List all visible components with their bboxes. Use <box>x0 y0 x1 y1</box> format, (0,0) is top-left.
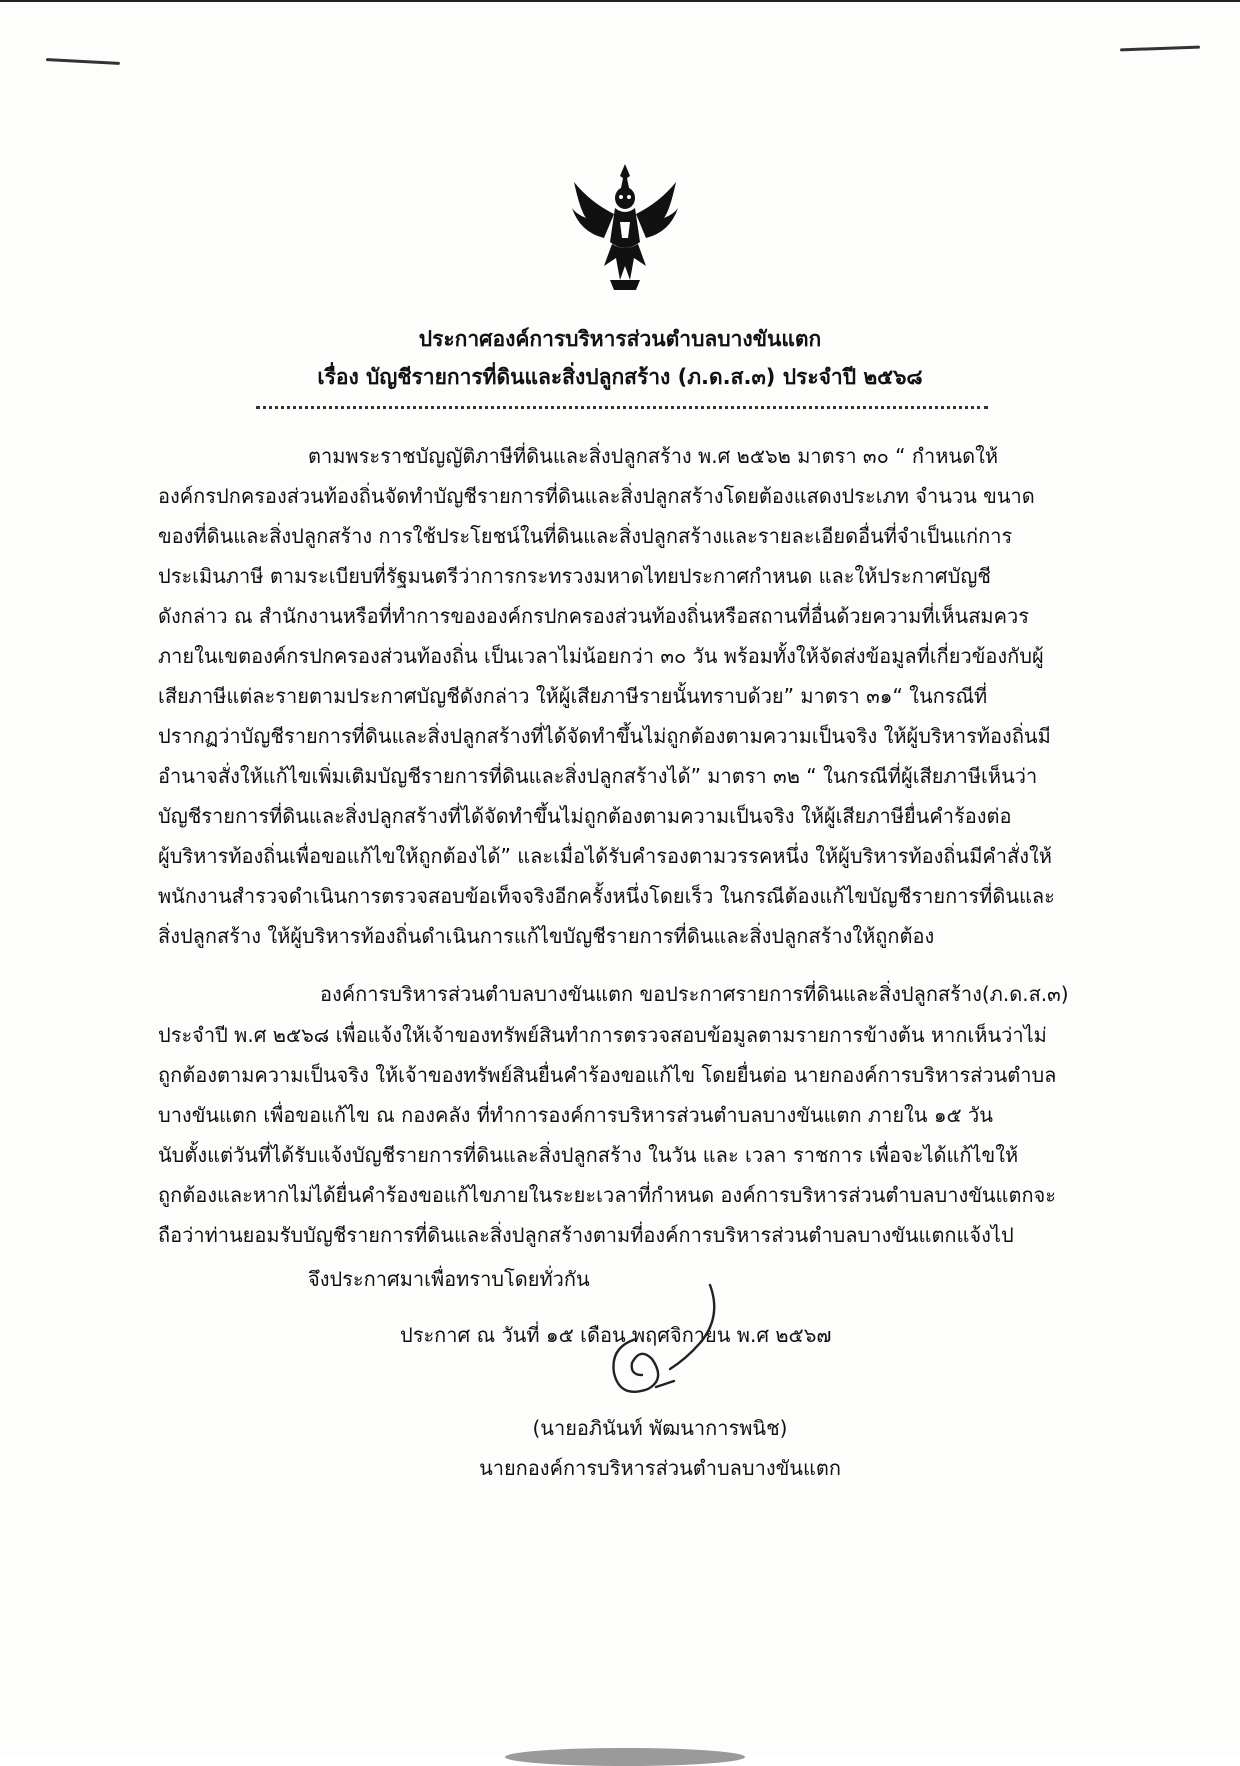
heading-subject: เรื่อง บัญชีรายการที่ดินและสิ่งปลูกสร้าง (ภ.ด.ส.๓) ประจำปี ๒๕๖๘ <box>317 365 923 389</box>
paragraph-1-line: องค์กรปกครองส่วนท้องถิ่นจัดทำบัญชีรายการที่ดินและสิ่งปลูกสร้างโดยต้องแสดงประเภท จำนวน ขนาด <box>158 484 1035 508</box>
paragraph-1-line: อำนาจสั่งให้แก้ไขเพิ่มเติมบัญชีรายการที่ดินและสิ่งปลูกสร้างได้” มาตรา ๓๒ “ ในกรณีที่ผู้เสียภาษีเห็นว่า <box>158 764 1038 788</box>
paragraph-2-line: องค์การบริหารส่วนตำบลบางขันแตก ขอประกาศรายการที่ดินและสิ่งปลูกสร้าง(ภ.ด.ส.๓) <box>320 982 1069 1006</box>
announcement-date: ประกาศ ณ วันที่ ๑๕ เดือน พฤศจิกายน พ.ศ ๒๕๖๗ <box>400 1323 832 1347</box>
scan-mark <box>46 58 120 65</box>
signatory-position: นายกองค์การบริหารส่วนตำบลบางขันแตก <box>479 1456 841 1480</box>
paragraph-1-line: ผู้บริหารท้องถิ่นเพื่อขอแก้ไขให้ถูกต้องได้” และเมื่อได้รับคำรองตามวรรคหนึ่ง ให้ผู้บริหารท้องถิ่นมีคำสั่งให้ <box>158 844 1052 868</box>
paragraph-1-line: ตามพระราชบัญญัติภาษีที่ดินและสิ่งปลูกสร้าง พ.ศ ๒๕๖๒ มาตรา ๓๐ “ กำหนดให้ <box>308 444 999 468</box>
paragraph-1-line: บัญชีรายการที่ดินและสิ่งปลูกสร้างที่ได้จัดทำขึ้นไม่ถูกต้องตามความเป็นจริง ให้ผู้เสียภาษียื่นคำร้องต่อ <box>158 804 1012 828</box>
paragraph-2-line: บางขันแตก เพื่อขอแก้ไข ณ กองคลัง ที่ทำการองค์การบริหารส่วนตำบลบางขันแตก ภายใน ๑๕ วัน <box>158 1103 993 1127</box>
heading-title: ประกาศองค์การบริหารส่วนตำบลบางขันแตก <box>418 327 822 351</box>
closing-statement: จึงประกาศมาเพื่อทราบโดยทั่วกัน <box>308 1267 590 1291</box>
scan-smudge <box>505 1748 745 1766</box>
handwritten-signature-icon <box>590 1277 730 1407</box>
paragraph-2-line: ถูกต้องตามความเป็นจริง ให้เจ้าของทรัพย์สินยื่นคำร้องขอแก้ไข โดยยื่นต่อ นายกองค์การบริหารส่วนตำบล <box>158 1063 1057 1087</box>
paragraph-1-line: ดังกล่าว ณ สำนักงานหรือที่ทำการขององค์กรปกครองส่วนท้องถิ่นหรือสถานที่อื่นด้วยความที่เห็นสมควร <box>158 604 1029 628</box>
paragraph-1-line: พนักงานสำรวจดำเนินการตรวจสอบข้อเท็จจริงอีกครั้งหนึ่งโดยเร็ว ในกรณีต้องแก้ไขบัญชีรายการที่ดินและ <box>158 884 1055 908</box>
garuda-emblem-icon <box>570 162 680 292</box>
paragraph-1-line: ภายในเขตองค์กรปกครองส่วนท้องถิ่น เป็นเวลาไม่น้อยกว่า ๓๐ วัน พร้อมทั้งให้จัดส่งข้อมูลที่เกี่ยวข้องกับผู้ <box>158 644 1044 668</box>
paragraph-1-line: เสียภาษีแต่ละรายตามประกาศบัญชีดังกล่าว ให้ผู้เสียภาษีรายนั้นทราบด้วย” มาตรา ๓๑“ ในกรณีที่ <box>158 684 988 708</box>
signatory-name: (นายอภินันท์ พัฒนาการพนิช) <box>532 1416 788 1440</box>
announcement-heading <box>160 320 1080 396</box>
paragraph-1-line: ของที่ดินและสิ่งปลูกสร้าง การใช้ประโยชน์ในที่ดินและสิ่งปลูกสร้างและรายละเอียดอื่นที่จำเป็นแก่การ <box>158 524 1013 548</box>
paragraph-1-line: ประเมินภาษี ตามระเบียบที่รัฐมนตรีว่าการกระทรวงมหาดไทยประกาศกำหนด และให้ประกาศบัญชี <box>158 564 991 588</box>
scan-mark <box>1120 46 1200 52</box>
paragraph-2-line: ถูกต้องและหากไม่ได้ยื่นคำร้องขอแก้ไขภายในระยะเวลาที่กำหนด องค์การบริหารส่วนตำบลบางขันแตกจะ <box>158 1183 1057 1207</box>
paragraph-1-line: ปรากฏว่าบัญชีรายการที่ดินและสิ่งปลูกสร้างที่ได้จัดทำขึ้นไม่ถูกต้องตามความเป็นจริง ให้ผู้บริหารท้องถิ่นมี <box>158 724 1051 748</box>
dotted-divider <box>256 406 988 409</box>
paragraph-2-line: นับตั้งแต่วันที่ได้รับแจ้งบัญชีรายการที่ดินและสิ่งปลูกสร้าง ในวัน และ เวลา ราชการ เพื่อจะได้แก้ไขให้ <box>158 1143 1019 1167</box>
paragraph-2-line: ประจำปี พ.ศ ๒๕๖๘ เพื่อแจ้งให้เจ้าของทรัพย์สินทำการตรวจสอบข้อมูลตามรายการข้างต้น หากเห็นว่าไม่ <box>158 1023 1047 1047</box>
paragraph-1-line: สิ่งปลูกสร้าง ให้ผู้บริหารท้องถิ่นดำเนินการแก้ไขบัญชีรายการที่ดินและสิ่งปลูกสร้างให้ถูกต้อง <box>158 924 935 948</box>
paragraph-2-line: ถือว่าท่านยอมรับบัญชีรายการที่ดินและสิ่งปลูกสร้างตามที่องค์การบริหารส่วนตำบลบางขันแตกแจ้งไป <box>158 1223 1014 1247</box>
